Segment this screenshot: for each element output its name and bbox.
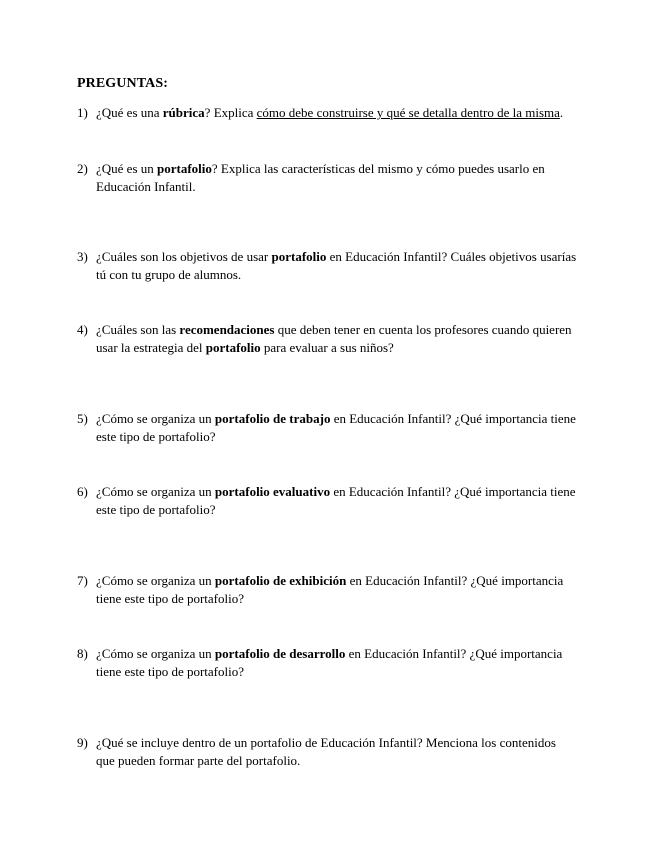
question-text: ¿Qué es una rúbrica? Explica cómo debe construirse y qué se detalla dentro de la misma. (96, 105, 564, 120)
question-2 (77, 160, 577, 196)
question-text: ¿Cómo se organiza un portafolio de desarrollo en Educación Infantil? ¿Qué importancia tiene este tipo de portafolio? (96, 646, 563, 679)
page-title: PREGUNTAS: (77, 76, 168, 91)
question-number: 3) (77, 249, 88, 264)
question-9 (77, 734, 577, 770)
question-3 (77, 248, 577, 284)
question-1 (77, 104, 577, 122)
question-number: 6) (77, 484, 88, 499)
question-text: ¿Cómo se organiza un portafolio de exhibición en Educación Infantil? ¿Qué importancia tiene este tipo de portafolio? (96, 573, 564, 606)
question-number: 9) (77, 735, 88, 750)
question-number: 2) (77, 161, 88, 176)
question-text: ¿Cómo se organiza un portafolio evaluativo en Educación Infantil? ¿Qué importancia tiene este tipo de portafolio? (96, 484, 576, 517)
question-4 (77, 321, 577, 357)
question-6 (77, 483, 577, 519)
question-text: ¿Cómo se organiza un portafolio de trabajo en Educación Infantil? ¿Qué importancia tiene este tipo de portafolio? (96, 411, 576, 444)
question-number: 8) (77, 646, 88, 661)
question-number: 5) (77, 411, 88, 426)
question-number: 4) (77, 322, 88, 337)
question-text: ¿Cuáles son las recomendaciones que deben tener en cuenta los profesores cuando quieren usar la estrategia del portafolio para evaluar a sus niños? (96, 322, 572, 355)
question-number: 7) (77, 573, 88, 588)
question-text: ¿Qué se incluye dentro de un portafolio de Educación Infantil? Menciona los contenidos que pueden formar parte del portafolio. (96, 735, 556, 768)
question-5 (77, 410, 577, 446)
question-8 (77, 645, 577, 681)
question-7 (77, 572, 577, 608)
question-text: ¿Qué es un portafolio? Explica las características del mismo y cómo puedes usarlo en Educación Infantil. (96, 161, 545, 194)
question-text: ¿Cuáles son los objetivos de usar portafolio en Educación Infantil? Cuáles objetivos usarías tú con tu grupo de alumnos. (96, 249, 577, 282)
question-number: 1) (77, 105, 88, 120)
